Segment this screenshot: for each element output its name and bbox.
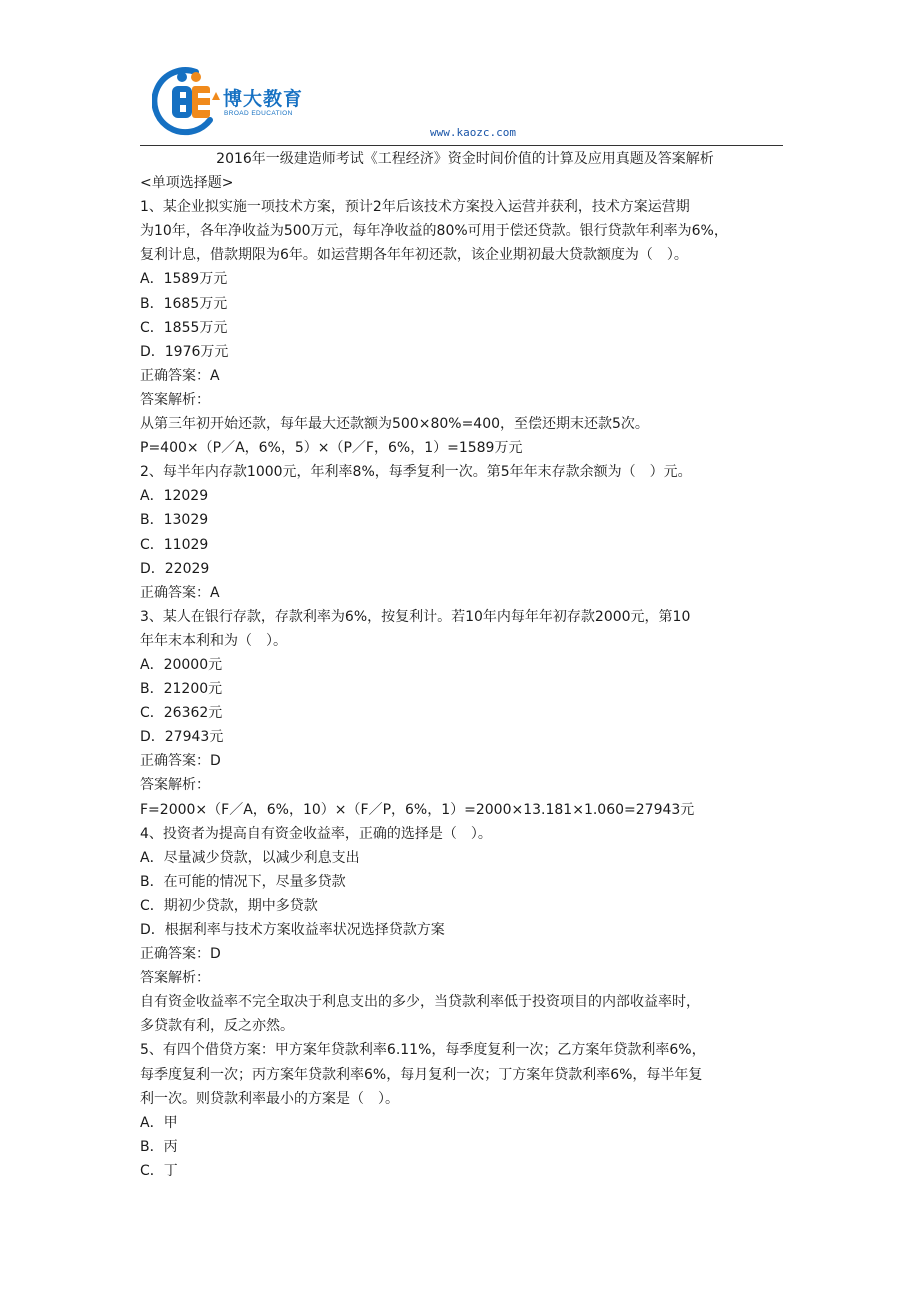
question-list xyxy=(140,195,790,1183)
text-line: P=400×（P／A，6%，5）×（P／F，6%，1）=1589万元 xyxy=(140,440,523,457)
document-body xyxy=(140,147,790,1183)
text-line: 年年末本利和为（ ）。 xyxy=(140,632,287,649)
brand-name: 博大教育 xyxy=(223,88,304,110)
text-line: C．26362元 xyxy=(140,705,223,722)
text-line: 从第三年初开始还款，每年最大还款额为500×80%=400，至偿还期末还款5次。 xyxy=(140,416,649,433)
header-divider xyxy=(140,145,783,146)
text-line: D．1976万元 xyxy=(140,343,229,360)
section-heading: <单项选择题> xyxy=(140,175,234,192)
text-line: 多贷款有利，反之亦然。 xyxy=(140,1018,294,1035)
text-line: 3、某人在银行存款，存款利率为6%，按复利计。若10年内每年年初存款2000元，第10 xyxy=(140,608,691,625)
text-line: 答案解析： xyxy=(140,777,210,794)
text-line: B．丙 xyxy=(140,1138,178,1155)
text-line: 正确答案：D xyxy=(140,946,221,963)
text-line: C．期初少贷款，期中多贷款 xyxy=(140,897,318,914)
text-line: A．尽量减少贷款，以减少利息支出 xyxy=(140,849,360,866)
text-line: 正确答案：A xyxy=(140,584,220,601)
text-line: 1、某企业拟实施一项技术方案，预计2年后该技术方案投入运营并获利，技术方案运营期 xyxy=(140,199,690,216)
text-line: B．在可能的情况下，尽量多贷款 xyxy=(140,873,346,890)
site-url-link[interactable]: www.kaozc.com xyxy=(429,126,517,139)
text-line: 利一次。则贷款利率最小的方案是（ ）。 xyxy=(140,1090,399,1107)
text-line: B．1685万元 xyxy=(140,295,228,312)
text-line: 4、投资者为提高自有资金收益率，正确的选择是（ ）。 xyxy=(140,825,492,842)
text-line: F=2000×（F／A，6%，10）×（F／P，6%，1）=2000×13.181×1.060=27943元 xyxy=(140,801,695,818)
text-line: 2、每半年内存款1000元，年利率8%，每季复利一次。第5年年末存款余额为（ ）元。 xyxy=(140,464,692,481)
text-line: C．1855万元 xyxy=(140,319,228,336)
text-line: D．22029 xyxy=(140,560,210,577)
text-line: B．13029 xyxy=(140,512,209,529)
text-line: 答案解析： xyxy=(140,970,210,987)
document-title: 2016年一级建造师考试《工程经济》资金时间价值的计算及应用真题及答案解析 xyxy=(216,151,714,167)
text-line: B．21200元 xyxy=(140,681,223,698)
text-line: 答案解析： xyxy=(140,391,210,408)
text-line: 每季度复利一次；丙方案年贷款利率6%，每月复利一次；丁方案年贷款利率6%，每半年复 xyxy=(140,1066,703,1083)
text-line: A．1589万元 xyxy=(140,271,228,288)
text-line: 自有资金收益率不完全取决于利息支出的多少，当贷款利率低于投资项目的内部收益率时， xyxy=(140,994,700,1011)
brand-subtitle: BROAD EDUCATION xyxy=(224,110,293,117)
text-line: 复利计息，借款期限为6年。如运营期各年年初还款，该企业期初最大贷款额度为（ ）。 xyxy=(140,247,688,264)
text-line: 为10年，各年净收益为500万元，每年净收益的80%可用于偿还贷款。银行贷款年利率为6%， xyxy=(140,223,728,240)
text-line: A．甲 xyxy=(140,1114,178,1131)
text-line: 正确答案：A xyxy=(140,367,220,384)
text-line: C．11029 xyxy=(140,536,209,553)
text-line: C．丁 xyxy=(140,1162,178,1179)
text-line: D．根据利率与技术方案收益率状况选择贷款方案 xyxy=(140,922,445,938)
text-line: 正确答案：D xyxy=(140,753,221,770)
text-line: A．20000元 xyxy=(140,656,223,673)
text-line: 5、有四个借贷方案：甲方案年贷款利率6.11%，每季度复利一次；乙方案年贷款利率6%， xyxy=(140,1042,706,1059)
text-line: D．27943元 xyxy=(140,729,224,746)
text-line: A．12029 xyxy=(140,488,209,505)
